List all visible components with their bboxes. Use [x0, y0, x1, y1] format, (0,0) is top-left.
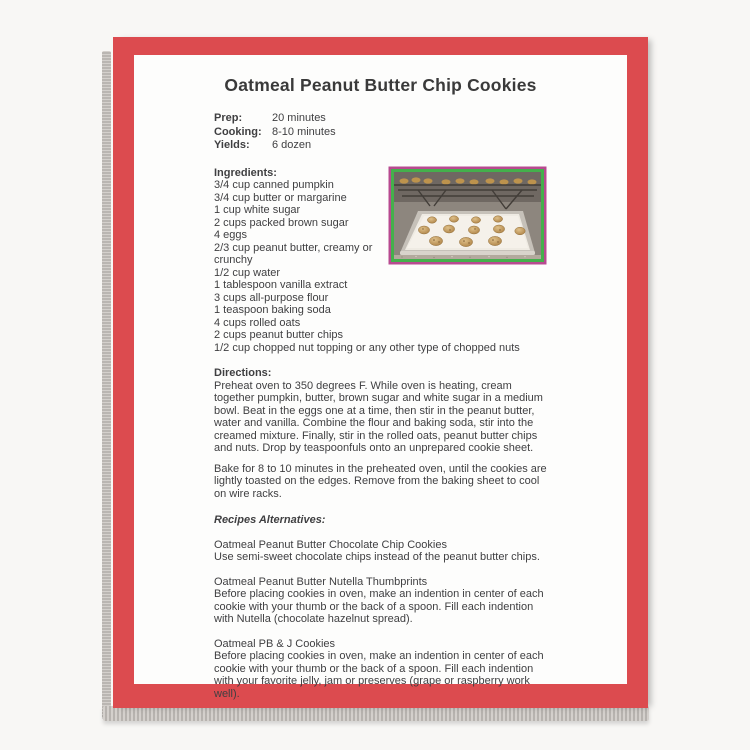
meta-row-cooking	[214, 126, 547, 140]
alternative-recipe	[214, 576, 547, 626]
ingredient-item: 3 cups all-purpose flour	[214, 291, 329, 304]
meta-label: Cooking:	[214, 125, 262, 138]
alternative-name: Oatmeal Peanut Butter Nutella Thumbprints	[214, 575, 428, 588]
alternative-name: Oatmeal Peanut Butter Chocolate Chip Cookies	[214, 538, 447, 551]
alternatives-section	[214, 514, 547, 700]
recipe-meta	[214, 112, 547, 153]
binder-bottom-edge	[103, 706, 649, 721]
alternative-recipe	[214, 638, 547, 701]
meta-value: 8-10 minutes	[272, 125, 336, 138]
binder-spine-edge	[102, 51, 111, 719]
alternative-name: Oatmeal PB & J Cookies	[214, 637, 336, 650]
ingredient-item: 3/4 cup canned pumpkin	[214, 179, 334, 191]
cookie-sheet-photo-image	[394, 172, 541, 259]
recipe-page	[134, 55, 627, 700]
meta-label: Prep:	[214, 112, 243, 124]
ingredients-section	[214, 167, 547, 355]
red-cover-frame	[113, 37, 648, 708]
ingredient-item: 4 eggs	[214, 229, 248, 241]
ingredient-item: 1/2 cup chopped nut topping or any other type of chopped nuts	[214, 341, 520, 354]
ingredient-item: 4 cups rolled oats	[214, 316, 301, 329]
ingredient-item: 1/2 cup water	[214, 266, 281, 279]
meta-value: 6 dozen	[272, 139, 312, 151]
ingredient-item: 1 cup white sugar	[214, 204, 301, 216]
ingredient-item: 2 cups packed brown sugar	[214, 216, 349, 229]
meta-label: Yields:	[214, 139, 250, 151]
alternative-description: Use semi-sweet chocolate chips instead of the peanut butter chips.	[214, 551, 540, 563]
recipe-title: Oatmeal Peanut Butter Chip Cookies	[224, 75, 537, 95]
meta-value: 20 minutes	[272, 112, 326, 124]
alternative-description: Before placing cookies in oven, make an indention in center of each cookie with your thumb or the back of a spoon. Fill each indention with your favorite jelly, jam or preserves (grape or raspberry work well).	[214, 650, 544, 700]
alternative-recipe	[214, 539, 547, 564]
ingredient-item: 2/3 cup peanut butter, creamy or crunchy	[214, 241, 373, 266]
meta-row-yields	[214, 139, 547, 153]
ingredients-heading: Ingredients:	[214, 166, 277, 179]
ingredient-item: 3/4 cup butter or margarine	[214, 191, 347, 204]
cookie-sheet-photo	[391, 169, 544, 262]
ingredient-item: 1 tablespoon vanilla extract	[214, 279, 348, 291]
directions-paragraph: Bake for 8 to 10 minutes in the preheated oven, until the cookies are lightly toasted on the edges. Remove from the baking sheet to cool on wire racks.	[214, 462, 547, 500]
ingredient-item: 2 cups peanut butter chips	[214, 329, 344, 341]
directions-paragraph: Preheat oven to 350 degrees F. While oven is heating, cream together pumpkin, butter, brown sugar and white sugar in a medium bowl. Beat in the eggs one at a time, then stir in the peanut butter, water and vanilla. Combine the flour and baking soda, stir into the creamed mixture. Finally, stir in the rolled oats, peanut butter chips and nuts. Drop by teaspoonfuls onto an unprepared cookie sheet.	[214, 379, 543, 454]
report-cover-binder	[100, 35, 652, 725]
alternative-description: Before placing cookies in oven, make an indention in center of each cookie with your thumb or the back of a spoon. Fill each indention with Nutella (chocolate hazelnut spread).	[214, 588, 544, 625]
directions-section	[214, 367, 547, 500]
ingredient-item: 1 teaspoon baking soda	[214, 304, 331, 316]
meta-row-prep	[214, 112, 547, 126]
alternatives-heading: Recipes Alternatives:	[214, 514, 326, 526]
directions-heading: Directions:	[214, 367, 272, 379]
